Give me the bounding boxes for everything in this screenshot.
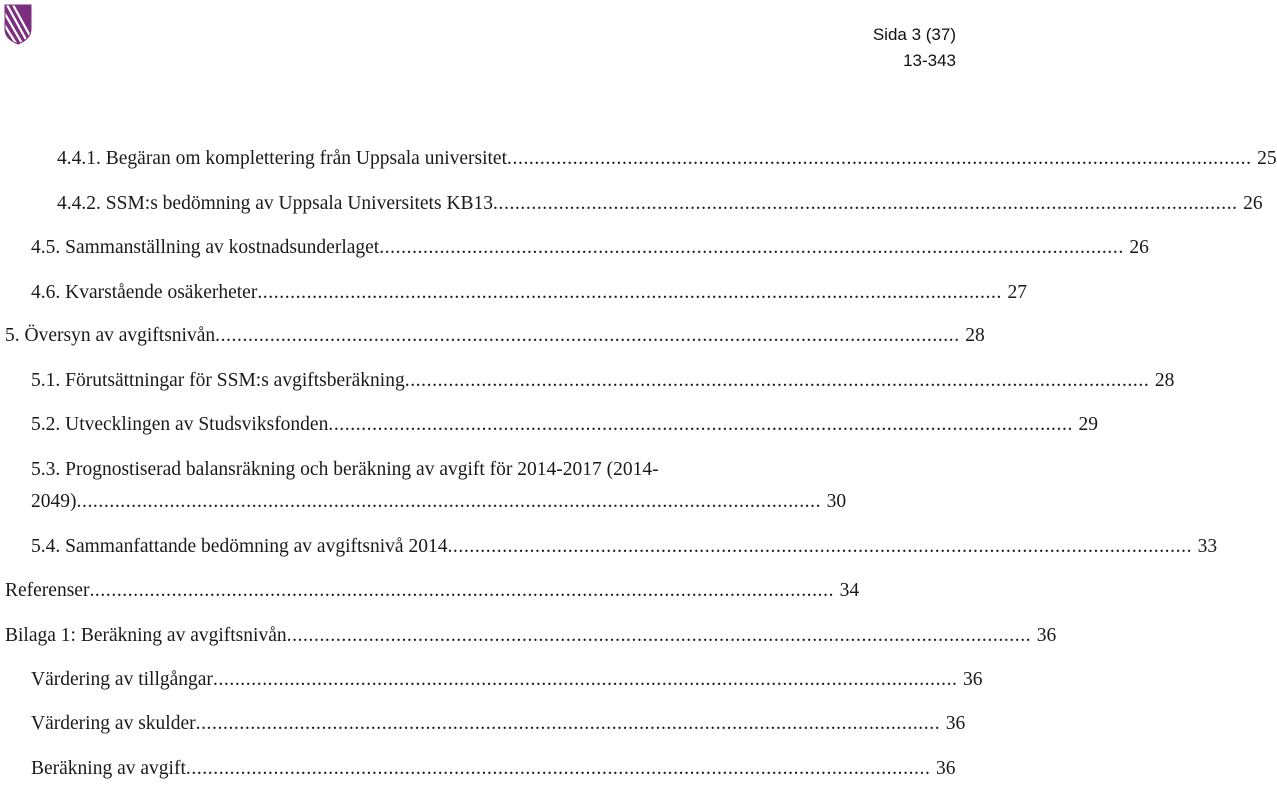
dot-leader: ........................................................................................................................................ <box>89 580 835 601</box>
dot-leader: ........................................................................................................................................ <box>379 237 1124 258</box>
toc-entry-title: 5.4. Sammanfattande bedömning av avgiftsnivå 2014 <box>31 536 448 557</box>
dot-leader: ........................................................................................................................................ <box>507 148 1252 169</box>
toc-entry[interactable] <box>0 580 860 606</box>
toc-entry-title: Värdering av tillgångar <box>31 669 213 690</box>
toc-entry-page: 29 <box>1078 414 1098 435</box>
dot-leader: ........................................................................................................................................ <box>195 713 941 734</box>
toc-entry-title: 4.4.2. SSM:s bedömning av Uppsala Universitets KB13 <box>57 193 494 214</box>
toc-entry[interactable] <box>0 758 956 784</box>
dot-leader: ........................................................................................................................................ <box>286 625 1032 646</box>
toc-entry-page: 36 <box>935 758 956 779</box>
dot-leader: ........................................................................................................................................ <box>328 414 1073 435</box>
dot-leader: ........................................................................................................................................ <box>404 370 1150 391</box>
toc-entry[interactable] <box>0 491 847 517</box>
toc-entry[interactable] <box>0 625 1057 651</box>
dot-leader: ........................................................................................................................................ <box>257 282 1002 303</box>
toc-entry-title: 5.1. Förutsättningar för SSM:s avgiftsberäkning <box>31 370 405 391</box>
toc-entry-title: Värdering av skulder <box>31 713 196 734</box>
toc-entry-title: Bilaga 1: Beräkning av avgiftsnivån <box>5 625 287 646</box>
toc-entry-title: 5.2. Utvecklingen av Studsviksfonden <box>31 414 329 435</box>
toc-entry-page: 28 <box>1154 370 1175 391</box>
toc-entry-page: 34 <box>839 580 860 601</box>
toc-entry-title: 4.4.1. Begäran om komplettering från Uppsala universitet <box>57 148 508 169</box>
dot-leader: ........................................................................................................................................ <box>76 491 822 512</box>
toc-entry-page: 26 <box>1243 193 1263 214</box>
toc-entry-page: 36 <box>963 669 983 690</box>
toc-entry[interactable] <box>0 370 1175 396</box>
toc-entry-page: 36 <box>1036 625 1057 646</box>
dot-leader: ........................................................................................................................................ <box>447 536 1193 557</box>
toc-entry[interactable] <box>0 193 1263 219</box>
toc-entry[interactable] <box>0 325 985 351</box>
dot-leader: ........................................................................................................................................ <box>212 669 958 690</box>
toc-entry-title[interactable]: 5.3. Prognostiserad balansräkning och beräkning av avgift för 2014-2017 (2014- <box>31 459 659 480</box>
toc-entry[interactable] <box>0 414 1098 440</box>
toc-entry[interactable] <box>0 713 966 739</box>
toc-entry-page: 26 <box>1129 237 1149 258</box>
toc-entry[interactable] <box>0 148 1277 174</box>
toc-entry-title: 5. Översyn av avgiftsnivån <box>5 325 216 346</box>
page-label: Sida 3 (37) <box>872 25 956 44</box>
toc-entry-title: 4.5. Sammanställning av kostnadsunderlaget <box>31 237 380 258</box>
toc-entry[interactable] <box>0 536 1218 562</box>
toc-entry[interactable] <box>0 237 1149 263</box>
dot-leader: ........................................................................................................................................ <box>493 193 1238 214</box>
toc-entry-title: Referenser <box>5 580 90 601</box>
toc-entry[interactable] <box>0 282 1027 308</box>
toc-entry-page: 27 <box>1007 282 1027 303</box>
toc-entry-title-continued: 2049) <box>31 491 77 512</box>
toc-entry-page: 30 <box>826 491 847 512</box>
dot-leader: ........................................................................................................................................ <box>185 758 931 779</box>
toc-entry-title: Beräkning av avgift <box>31 758 186 779</box>
toc-entry-title: 4.6. Kvarstående osäkerheter <box>31 282 258 303</box>
toc-entry-page: 33 <box>1197 536 1218 557</box>
dot-leader: ........................................................................................................................................ <box>215 325 960 346</box>
toc-entry[interactable] <box>0 669 983 695</box>
toc-entry-page: 25 <box>1257 148 1277 169</box>
document-number: 13-343 <box>903 51 956 70</box>
toc-entry-page: 28 <box>965 325 985 346</box>
toc-entry-page: 36 <box>945 713 966 734</box>
